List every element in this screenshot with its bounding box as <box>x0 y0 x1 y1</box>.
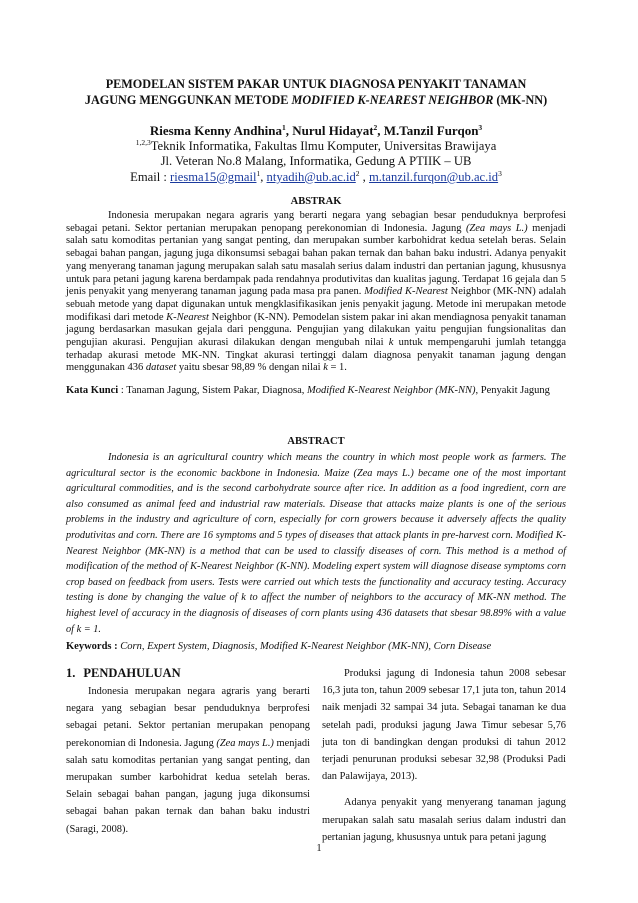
abstract-body: Indonesia is an agricultural country which means the country in which most people work as farmers. The agricultural sector is the economic backbone in Indonesia. Maize (Zea mays L.) became one of the most important agricultural commodities, and is the second carbohydrate source after rice. In addition as a food ingredient, corn are also consumed as animal feed and industrial raw materials. Disease that attacks maize plants is one of the serious problems in the industry and agriculture of corn, especially for corn growers because it adversely affects the quality produtivitas and corn. There are 16 symptoms and 5 types of diseases that attack plants in pre-harvest corn. Modified K-Nearest Neighbor (MK-NN) is a method that can be used to classify diseases of corn. This method is a method of modification of the method of K-Nearest Neighbor (K-NN). Modeling expert system will diagnose disease symptoms corn crop based on feedback from users. Tests were carried out which tests the functionality and accuracy testing. Accuracy testing is done by changing the value of k to affect the number of neighbors to the accuracy of MK-NN method. The highest level of accuracy in the diagnosis of diseases of corn plants using 436 datasets that sbesar 98.89% with a value of k = 1. <box>66 452 566 635</box>
author-3: M.Tanzil Furqon <box>383 123 479 138</box>
page-number: 1 <box>316 843 322 854</box>
intro-paragraph-1 <box>66 683 310 838</box>
abstrak-heading: ABSTRAK <box>290 196 342 207</box>
email-2-sup: 2 <box>355 168 360 178</box>
title-line-2-italic: MODIFIED K-NEAREST NEIGHBOR <box>291 92 494 107</box>
title-line-1: PEMODELAN SISTEM PAKAR UNTUK DIAGNOSA PENYAKIT TANAMAN <box>105 77 527 91</box>
affiliation-text: Teknik Informatika, Fakultas Ilmu Komputer, Universitas Brawijaya <box>150 138 497 153</box>
section-title: PENDAHULUAN <box>83 666 181 680</box>
section-number: 1. <box>66 666 76 680</box>
column-left <box>66 665 310 838</box>
author-1-sup: 1 <box>282 123 286 132</box>
abstrak-body <box>66 210 566 375</box>
abstrak-italic-2: Modified K-Nearest <box>364 286 448 298</box>
email-link-3[interactable]: m.tanzil.furqon@ub.ac.id <box>368 169 499 184</box>
keywords-text: Corn, Expert System, Diagnosis, Modified K-Nearest Neighbor (MK-NN), Corn Disease <box>117 641 492 652</box>
email-link-2[interactable]: ntyadih@ub.ac.id <box>266 169 356 184</box>
keywords <box>66 640 566 653</box>
kata-kunci-label: Kata Kunci <box>66 385 119 396</box>
author-1: Riesma Kenny Andhina <box>149 123 283 138</box>
abstrak-text-2: menjadi salah satu komoditas pertanian yang sangat penting, dan merupakan sumber karbohidrat kedua setelah beras. Selain sebagai bahan pangan, jagung juga dikonsumsi sebagai bahan pakan ternak dan bahan baku industri. Adanya penyakit yang menyerang tanaman jagung merupakan salah satu masalah serius dalam industri dan pertanian jagung, khususnya untuk para petani jagung karena berdampak pada rendahnya produtivitas dan kualitas jagung. Terdapat 16 gejala dan 5 jenis penyakit yang menyerang tanaman jagung pada masa pra panen. <box>66 222 566 298</box>
abstrak-text-4: Neighbor (K-NN). Pemodelan sistem pakar ini akan mendiagnosa penyakit tanaman jagung berdasarkan masukan gejala dari pengguna. Pengujian yang dilakukan yaitu pengujian fungsionalitas dan pengujian akurasi. Pengujian akurasi dilakukan dengan mengubah nilai <box>66 311 566 349</box>
abstrak-text-7: = 1. <box>327 362 347 374</box>
intro-p1-text-b: menjadi salah satu komoditas pertanian yang sangat penting, dan merupakan sumber karbohidrat kedua setelah beras. Selain sebagai bahan pangan, jagung juga dikonsumsi sebagai bahan pakan ternak dan bahan baku industri (Saragi, 2008). <box>66 737 310 835</box>
abstract-heading: ABSTRACT <box>287 436 345 447</box>
title-line-2-c: (MK-NN) <box>493 92 548 107</box>
email-3-sup: 3 <box>498 168 502 178</box>
intro-p1-italic: (Zea mays L.) <box>216 737 274 749</box>
address: Jl. Veteran No.8 Malang, Informatika, Gedung A PTIIK – UB <box>160 154 472 169</box>
affiliation <box>66 139 566 155</box>
abstrak-italic-1: (Zea mays L.) <box>465 222 528 234</box>
abstrak-text-3: Neighbor (MK-NN) adalah sebuah metode yang dapat digunakan untuk mengklasifikasikan jenis penyakit jagung. Metode ini merupakan metode modifikasi dari metode <box>66 286 566 323</box>
intro-paragraph-3: Adanya penyakit yang menyerang tanaman jagung merupakan salah satu masalah serius dalam industri dan pertanian jagung, khususnya untuk para petani jagung <box>322 797 566 843</box>
email-1-sup: 1 <box>256 168 261 178</box>
intro-paragraph-2: Produksi jagung di Indonesia tahun 2008 sebesar 16,3 juta ton, tahun 2009 sebesar 17,1 juta ton, tahun 2014 naik menjadi 32 sampai 34 juta. Sebagai tanaman ke dua setelah padi, produksi jagung Jawa Timur sebesar 5,76 juta ton di bandingkan dengan produksi di tahun 2012 terjadi penurunan produksi sebesar 32,98 (Produksi Padi dan Palawijaya, 2013). <box>322 668 566 783</box>
kata-kunci-italic: Modified K-Nearest Neighbor (MK-NN) <box>307 385 476 396</box>
abstrak-text-5: untuk mempengaruhi jumlah tetangga terhadap akurasi metode MK-NN. Tingkat akurasi tertinggi dalam diagnosa penyakit tanaman jagung dengan menggunakan 436 <box>66 337 566 374</box>
keywords-label: Keywords : <box>66 641 118 652</box>
paper-title <box>66 77 566 108</box>
intro-p1-text-a: Indonesia merupakan negara agraris yang berarti negara yang sebagian besar penduduknya berprofesi sebagai petani. Sektor pertanian merupakan penopang perekonomian di Indonesia. Jagung <box>66 686 310 749</box>
email-label: Email : <box>130 169 171 184</box>
email-link-1[interactable]: riesma15@gmail <box>170 169 257 184</box>
title-line-2-a: JAGUNG MENGGUNKAN METODE <box>84 92 292 107</box>
abstrak-text-6: yaitu sbesar 98,89 % dengan nilai <box>176 362 324 374</box>
abstrak-italic-4: k <box>388 337 394 349</box>
abstrak-italic-3: K-Nearest <box>166 311 209 323</box>
author-2-sup: 2 <box>373 123 378 132</box>
column-right <box>322 665 566 846</box>
kata-kunci-text-a: : Tanaman Jagung, Sistem Pakar, Diagnosa, <box>118 385 308 396</box>
email-line: Email : riesma15@gmail$^1$, $ntyadih@ub.ac.id^2$ , $m.tanzil.furqon@ub.ac.id^3$ <box>130 168 502 184</box>
abstrak-italic-6: k <box>323 362 328 374</box>
abstrak-italic-5: dataset <box>145 362 177 374</box>
author-3-sup: 3 <box>478 123 483 132</box>
author-2: Nurul Hidayat <box>292 123 374 138</box>
title-line-2 <box>66 93 566 109</box>
affiliation-sup: 1,2,3 <box>135 137 151 147</box>
section-heading <box>66 665 310 681</box>
author-block <box>66 123 566 185</box>
abstrak-text-1: Indonesia merupakan negara agraris yang berarti negara yang sebagian besar penduduknya berprofesi sebagai petani. Sektor pertanian merupakan penopang perekonomian di Indonesia. Jagung <box>66 210 566 234</box>
author-names: Riesma Kenny Andhina$^1$, Nurul Hidayat$^2$, M.Tanzil Furqon$^3$ <box>149 123 483 138</box>
kata-kunci-text-b: , Penyakit Jagung <box>475 385 550 396</box>
kata-kunci <box>66 384 566 397</box>
